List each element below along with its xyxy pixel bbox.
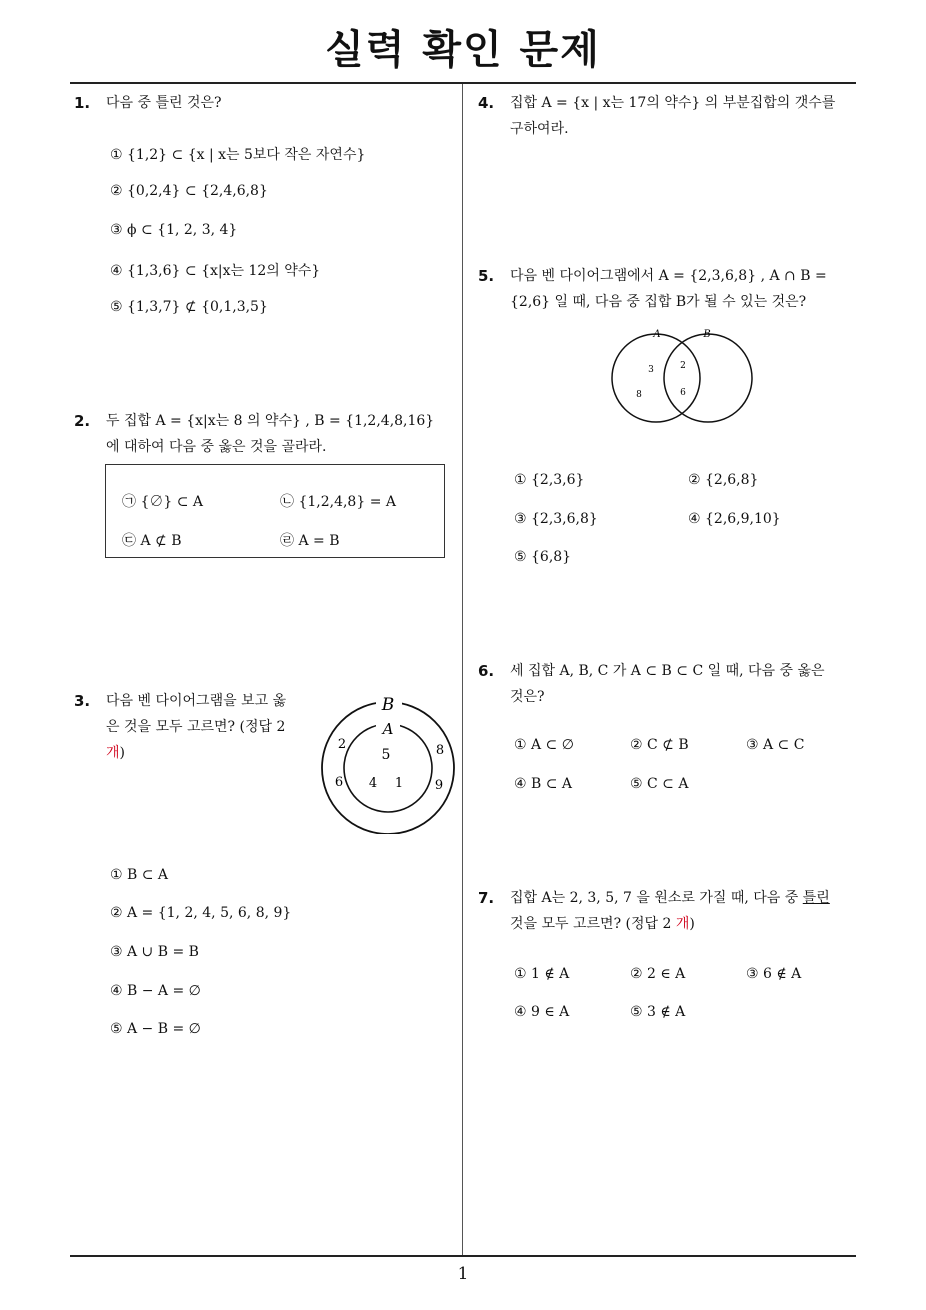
question-text-line-2: 에 대하여 다음 중 옳은 것을 골라라. [106, 439, 327, 455]
venn-element: 8 [636, 390, 642, 400]
option-3[interactable]: ③ A ∪ B = B [110, 944, 199, 960]
venn-element: 3 [648, 365, 654, 375]
set-b-label: B [381, 695, 395, 715]
set-a-label: A [653, 329, 661, 340]
statement-2: ㉡ {1,2,4,8} = A [280, 494, 396, 510]
venn-element: 4 [368, 776, 378, 791]
paren-close: ) [119, 745, 125, 761]
question-text-line-3 [106, 740, 125, 766]
option-2[interactable]: ② {0,2,4} ⊂ {2,4,6,8} [110, 183, 268, 199]
venn-diagram-two-sets [608, 324, 758, 428]
set-a-circle [612, 334, 700, 422]
option-4[interactable]: ④ {1,3,6} ⊂ {x|x는 12의 약수} [110, 263, 321, 279]
column-divider [462, 84, 463, 1256]
set-b-label: B [703, 329, 711, 340]
question-text-line-1 [510, 885, 830, 911]
question-text-line-1: 다음 벤 다이어그램을 보고 옳 [106, 693, 287, 709]
question-text-line-1: 다음 벤 다이어그램에서 A = {2,3,6,8} , A ∩ B = [510, 268, 827, 284]
option-2[interactable]: ② A = {1, 2, 4, 5, 6, 8, 9} [110, 905, 292, 921]
option-5[interactable]: ⑤ 3 ∉ A [630, 1004, 686, 1020]
option-4[interactable]: ④ B ⊂ A [514, 776, 573, 792]
statement-4: ㉣ A = B [280, 533, 340, 549]
question-text-line-1: 두 집합 A = {x|x는 8 의 약수} , B = {1,2,4,8,16} [106, 413, 435, 429]
question-text-line-2: 것은? [510, 689, 545, 705]
question-text-line-2: {2,6} 일 때, 다음 중 집합 B가 될 수 있는 것은? [510, 294, 807, 310]
venn-element: 2 [680, 361, 686, 371]
option-1[interactable]: ① B ⊂ A [110, 867, 169, 883]
question-number: 3. [74, 692, 91, 710]
page-number: 1 [457, 1264, 469, 1284]
venn-element: 6 [680, 388, 686, 398]
venn-element: 8 [435, 743, 445, 758]
question-text-line-2: 구하여라. [510, 121, 569, 137]
venn-element: 6 [334, 775, 344, 790]
set-b-circle [664, 334, 752, 422]
question-number: 4. [478, 94, 495, 112]
question-number: 7. [478, 889, 495, 907]
venn-element: 9 [434, 778, 444, 793]
question-text-part: 집합 A는 2, 3, 5, 7 을 원소로 가질 때, 다음 중 [510, 890, 799, 906]
page-title: 실력 확인 문제 [325, 27, 601, 73]
option-4[interactable]: ④ {2,6,9,10} [688, 511, 781, 527]
answer-count-marker: 개 [675, 916, 690, 932]
footer-rule [70, 1255, 856, 1257]
statement-1: ㉠ {∅} ⊂ A [122, 494, 204, 510]
option-1[interactable]: ① 1 ∉ A [514, 966, 570, 982]
option-5[interactable]: ⑤ {6,8} [514, 549, 572, 565]
option-5[interactable]: ⑤ {1,3,7} ⊄ {0,1,3,5} [110, 299, 268, 315]
option-5[interactable]: ⑤ A − B = ∅ [110, 1021, 201, 1037]
option-4[interactable]: ④ 9 ∈ A [514, 1004, 570, 1020]
option-1[interactable]: ① {1,2} ⊂ {x | x는 5보다 작은 자연수} [110, 147, 366, 163]
option-3[interactable]: ③ 6 ∉ A [746, 966, 802, 982]
option-5[interactable]: ⑤ C ⊂ A [630, 776, 689, 792]
question-number: 1. [74, 94, 91, 112]
option-3[interactable]: ③ A ⊂ C [746, 737, 805, 753]
option-2[interactable]: ② {2,6,8} [688, 472, 759, 488]
option-3[interactable]: ③ {2,3,6,8} [514, 511, 598, 527]
paren-close: ) [689, 916, 695, 932]
option-1[interactable]: ① A ⊂ ∅ [514, 737, 574, 753]
set-a-label: A [382, 720, 394, 738]
question-number: 2. [74, 412, 91, 430]
venn-element: 1 [394, 776, 404, 791]
question-text-line-2: 은 것을 모두 고르면? (정답 2 [106, 719, 286, 735]
venn-diagram-nested [318, 692, 460, 834]
question-number: 5. [478, 267, 495, 285]
header-rule [70, 82, 856, 84]
question-number: 6. [478, 662, 495, 680]
question-text-line-1: 세 집합 A, B, C 가 A ⊂ B ⊂ C 일 때, 다음 중 옳은 [510, 663, 825, 679]
venn-element: 2 [337, 737, 347, 752]
option-3[interactable]: ③ ϕ ⊂ {1, 2, 3, 4} [110, 222, 238, 238]
statement-3: ㉢ A ⊄ B [122, 533, 182, 549]
question-text-line-2 [510, 911, 695, 937]
option-2[interactable]: ② C ⊄ B [630, 737, 689, 753]
question-text-part: 것을 모두 고르면? (정답 2 [510, 916, 672, 932]
venn-element: 5 [381, 747, 391, 763]
question-text-line-1: 집합 A = {x | x는 17의 약수} 의 부분집합의 갯수를 [510, 95, 836, 111]
option-4[interactable]: ④ B − A = ∅ [110, 983, 201, 999]
question-text: 다음 중 틀린 것은? [106, 95, 222, 111]
emphasis-underline: 틀린 [802, 890, 830, 906]
option-2[interactable]: ② 2 ∈ A [630, 966, 686, 982]
answer-count-marker: 개 [106, 745, 120, 761]
option-1[interactable]: ① {2,3,6} [514, 472, 585, 488]
